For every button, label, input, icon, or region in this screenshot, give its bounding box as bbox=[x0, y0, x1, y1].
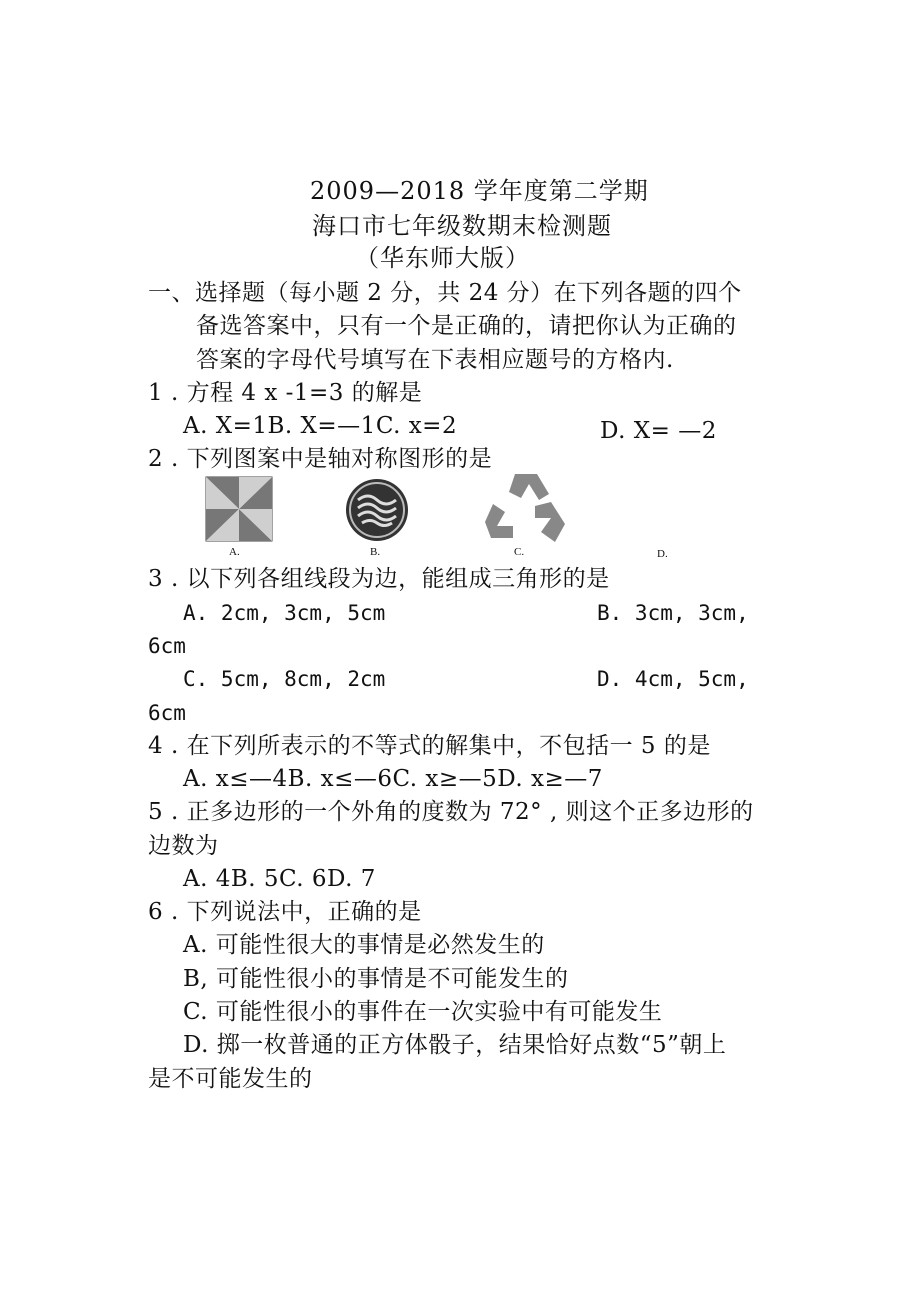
question-3-option-b-cont: 6cm bbox=[148, 634, 186, 658]
header-line-3: （华东师大版） bbox=[355, 244, 530, 272]
question-5-stem-cont: 边数为 bbox=[148, 833, 219, 859]
question-3-option-d: D. 4cm, 5cm, bbox=[597, 667, 749, 691]
figure-d-label: D. bbox=[657, 548, 668, 560]
question-3-option-c: C. 5cm, 8cm, 2cm bbox=[183, 667, 386, 691]
question-5-stem: 5 . 正多边形的一个外角的度数为 72° , 则这个正多边形的 bbox=[148, 799, 754, 825]
section-heading-cont-1: 备选答案中，只有一个是正确的，请把你认为正确的 bbox=[196, 313, 737, 339]
question-2-stem: 2 . 下列图案中是轴对称图形的是 bbox=[148, 446, 493, 472]
header-line-2: 海口市七年级数期末检测题 bbox=[312, 212, 612, 240]
question-6-stem: 6 . 下列说法中，正确的是 bbox=[148, 899, 422, 925]
figure-c-label: C. bbox=[514, 546, 525, 558]
logo-circle-figure bbox=[344, 478, 410, 542]
question-6-option-b: B, 可能性很小的事情是不可能发生的 bbox=[183, 966, 569, 992]
question-3-option-a: A. 2cm, 3cm, 5cm bbox=[183, 601, 386, 625]
question-1-stem: 1 . 方程 4 x -1=3 的解是 bbox=[148, 380, 423, 406]
header-line-1: 2009—2018 学年度第二学期 bbox=[310, 177, 649, 205]
question-4-stem: 4 . 在下列所表示的不等式的解集中，不包括一 5 的是 bbox=[148, 733, 711, 759]
question-6-option-c: C. 可能性很小的事件在一次实验中有可能发生 bbox=[183, 999, 663, 1025]
section-heading-cont-2: 答案的字母代号填写在下表相应题号的方格内. bbox=[196, 347, 674, 373]
question-5-options: A. 4B. 5C. 6D. 7 bbox=[183, 866, 376, 892]
section-heading: 一、选择题（每小题 2 分，共 24 分）在下列各题的四个 bbox=[148, 280, 742, 306]
question-1-option-d: D. X= —2 bbox=[600, 418, 717, 444]
question-1-options: A. X=1B. X=—1C. x=2 bbox=[183, 413, 458, 439]
question-6-option-d: D. 掷一枚普通的正方体骰子，结果恰好点数“5”朝上 bbox=[183, 1032, 727, 1058]
question-4-options: A. x≤—4B. x≤—6C. x≥—5D. x≥—7 bbox=[183, 766, 603, 792]
question-6-option-d-cont: 是不可能发生的 bbox=[148, 1066, 313, 1092]
question-3-stem: 3 . 以下列各组线段为边，能组成三角形的是 bbox=[148, 566, 610, 592]
question-6-option-a: A. 可能性很大的事情是必然发生的 bbox=[183, 932, 545, 958]
pinwheel-figure bbox=[205, 476, 273, 542]
recycle-figure bbox=[485, 472, 567, 544]
figure-b-label: B. bbox=[370, 546, 381, 558]
question-3-option-d-cont: 6cm bbox=[148, 701, 186, 725]
figure-a-label: A. bbox=[229, 546, 240, 558]
question-3-option-b: B. 3cm, 3cm, bbox=[597, 601, 749, 625]
